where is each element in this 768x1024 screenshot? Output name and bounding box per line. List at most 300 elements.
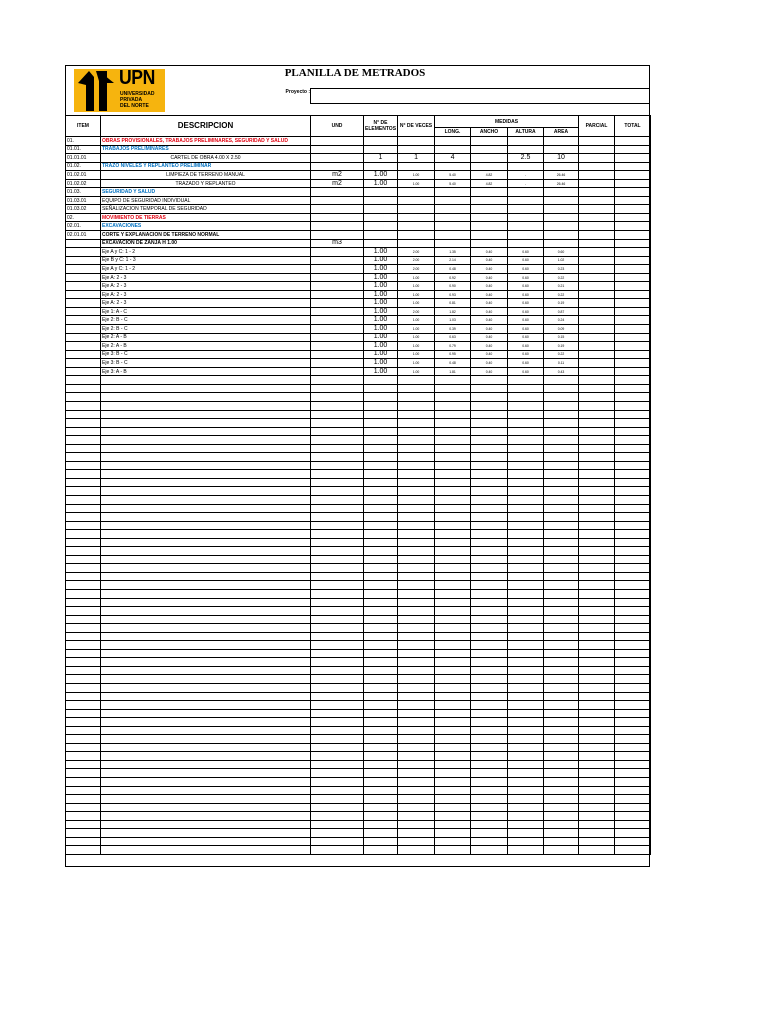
elements-cell	[364, 632, 398, 641]
partial-cell	[579, 307, 615, 316]
times-cell	[398, 769, 435, 778]
partial-cell	[579, 248, 615, 257]
elements-cell	[364, 393, 398, 402]
times-cell	[398, 752, 435, 761]
length-cell	[435, 239, 471, 248]
partial-cell	[579, 137, 615, 146]
table-row	[66, 495, 651, 504]
length-cell	[435, 598, 471, 607]
partial-cell	[579, 692, 615, 701]
project-field[interactable]	[310, 88, 650, 104]
times-cell	[398, 760, 435, 769]
height-cell	[508, 735, 544, 744]
width-cell	[471, 547, 508, 556]
description-cell	[101, 752, 311, 761]
times-cell	[398, 709, 435, 718]
length-cell: 4	[435, 154, 471, 163]
area-cell	[544, 624, 579, 633]
width-cell	[471, 154, 508, 163]
partial-cell	[579, 162, 615, 171]
width-cell	[471, 572, 508, 581]
total-cell	[615, 444, 651, 453]
width-cell	[471, 820, 508, 829]
partial-cell	[579, 171, 615, 180]
width-cell	[471, 735, 508, 744]
partial-cell	[579, 666, 615, 675]
description-cell	[101, 658, 311, 667]
width-cell: 0.40	[471, 307, 508, 316]
width-cell	[471, 205, 508, 214]
width-cell	[471, 478, 508, 487]
length-cell	[435, 701, 471, 710]
elements-cell	[364, 401, 398, 410]
item-cell	[66, 820, 101, 829]
elements-cell	[364, 718, 398, 727]
height-cell: 0.60	[508, 325, 544, 334]
area-cell	[544, 547, 579, 556]
total-cell	[615, 231, 651, 240]
unit-cell	[311, 325, 364, 334]
elements-cell: 1.00	[364, 359, 398, 368]
partial-cell	[579, 325, 615, 334]
description-cell	[101, 649, 311, 658]
elements-cell	[364, 684, 398, 693]
area-cell	[544, 692, 579, 701]
total-cell	[615, 453, 651, 462]
item-cell	[66, 504, 101, 513]
elements-cell	[364, 513, 398, 522]
height-cell	[508, 513, 544, 522]
description-cell	[101, 675, 311, 684]
item-cell	[66, 265, 101, 274]
height-cell	[508, 495, 544, 504]
description-cell: CARTEL DE OBRA 4.00 X 2.50	[101, 154, 311, 163]
length-cell: 1.82	[435, 307, 471, 316]
area-cell	[544, 829, 579, 838]
height-cell	[508, 820, 544, 829]
elements-cell	[364, 803, 398, 812]
length-cell	[435, 846, 471, 855]
description-cell	[101, 846, 311, 855]
table-row	[66, 820, 651, 829]
width-cell	[471, 564, 508, 573]
total-cell	[615, 401, 651, 410]
elements-cell	[364, 188, 398, 197]
unit-cell: m2	[311, 179, 364, 188]
length-cell	[435, 760, 471, 769]
unit-cell	[311, 555, 364, 564]
times-cell	[398, 401, 435, 410]
width-cell	[471, 530, 508, 539]
unit-cell	[311, 718, 364, 727]
table-row	[66, 846, 651, 855]
partial-cell	[579, 820, 615, 829]
width-cell: 0.40	[471, 282, 508, 291]
unit-cell	[311, 692, 364, 701]
table-row	[66, 282, 651, 291]
elements-cell	[364, 205, 398, 214]
item-cell: 01.03.01	[66, 196, 101, 205]
length-cell	[435, 837, 471, 846]
length-cell	[435, 752, 471, 761]
item-cell	[66, 837, 101, 846]
times-cell	[398, 538, 435, 547]
unit-cell	[311, 624, 364, 633]
item-cell	[66, 547, 101, 556]
times-cell	[398, 718, 435, 727]
unit-cell	[311, 778, 364, 787]
table-row	[66, 427, 651, 436]
unit-cell	[311, 649, 364, 658]
table-row	[66, 530, 651, 539]
area-cell	[544, 427, 579, 436]
elements-cell	[364, 795, 398, 804]
area-cell	[544, 231, 579, 240]
upn-arrow-icon	[74, 69, 118, 112]
area-cell	[544, 778, 579, 787]
description-cell	[101, 444, 311, 453]
height-cell	[508, 649, 544, 658]
height-cell	[508, 137, 544, 146]
height-cell: 0.60	[508, 282, 544, 291]
length-cell	[435, 384, 471, 393]
unit-cell	[311, 607, 364, 616]
partial-cell	[579, 538, 615, 547]
item-cell	[66, 333, 101, 342]
times-cell	[398, 649, 435, 658]
table-row	[66, 231, 651, 240]
partial-cell	[579, 615, 615, 624]
elements-cell	[364, 231, 398, 240]
total-cell	[615, 581, 651, 590]
height-cell	[508, 205, 544, 214]
area-cell	[544, 401, 579, 410]
length-cell	[435, 820, 471, 829]
total-cell	[615, 179, 651, 188]
item-cell	[66, 846, 101, 855]
area-cell: 0.24	[544, 316, 579, 325]
description-cell	[101, 701, 311, 710]
length-cell	[435, 188, 471, 197]
unit-cell	[311, 658, 364, 667]
table-row	[66, 803, 651, 812]
length-cell	[435, 555, 471, 564]
description-cell	[101, 778, 311, 787]
total-cell	[615, 205, 651, 214]
elements-cell	[364, 769, 398, 778]
times-cell	[398, 598, 435, 607]
area-cell	[544, 188, 579, 197]
partial-cell	[579, 273, 615, 282]
description-cell: Eje 3: A - B	[101, 367, 311, 376]
area-cell	[544, 812, 579, 821]
description-cell	[101, 530, 311, 539]
unit-cell	[311, 188, 364, 197]
table-row	[66, 461, 651, 470]
total-cell	[615, 162, 651, 171]
height-cell	[508, 743, 544, 752]
item-cell	[66, 803, 101, 812]
width-cell	[471, 760, 508, 769]
times-cell: 1.00	[398, 273, 435, 282]
total-cell	[615, 436, 651, 445]
table-row	[66, 743, 651, 752]
item-cell	[66, 624, 101, 633]
elements-cell	[364, 701, 398, 710]
item-cell: 01.	[66, 137, 101, 146]
partial-cell	[579, 453, 615, 462]
total-cell	[615, 256, 651, 265]
table-row	[66, 137, 651, 146]
total-cell	[615, 589, 651, 598]
total-cell	[615, 726, 651, 735]
partial-cell	[579, 427, 615, 436]
unit-cell	[311, 299, 364, 308]
unit-cell	[311, 564, 364, 573]
area-cell	[544, 803, 579, 812]
item-cell: 01.01.	[66, 145, 101, 154]
area-cell	[544, 726, 579, 735]
item-cell	[66, 239, 101, 248]
elements-cell	[364, 521, 398, 530]
height-cell: 0.60	[508, 265, 544, 274]
item-cell	[66, 829, 101, 838]
elements-cell	[364, 239, 398, 248]
item-cell	[66, 589, 101, 598]
area-cell	[544, 684, 579, 693]
partial-cell	[579, 846, 615, 855]
length-cell: 5.40	[435, 179, 471, 188]
unit-cell	[311, 726, 364, 735]
table-row	[66, 419, 651, 428]
times-cell	[398, 726, 435, 735]
length-cell: 0.48	[435, 359, 471, 368]
item-cell	[66, 256, 101, 265]
table-row	[66, 410, 651, 419]
width-cell	[471, 231, 508, 240]
item-cell	[66, 658, 101, 667]
width-cell	[471, 718, 508, 727]
table-row	[66, 290, 651, 299]
length-cell	[435, 410, 471, 419]
item-cell	[66, 743, 101, 752]
times-cell	[398, 436, 435, 445]
item-cell	[66, 607, 101, 616]
total-cell	[615, 718, 651, 727]
partial-cell	[579, 803, 615, 812]
elements-cell	[364, 615, 398, 624]
times-cell	[398, 145, 435, 154]
partial-cell	[579, 649, 615, 658]
unit-cell	[311, 273, 364, 282]
width-cell	[471, 487, 508, 496]
item-cell	[66, 538, 101, 547]
width-cell: 0.40	[471, 316, 508, 325]
length-cell	[435, 222, 471, 231]
area-cell	[544, 572, 579, 581]
description-cell	[101, 743, 311, 752]
times-cell	[398, 530, 435, 539]
table-row	[66, 316, 651, 325]
width-cell	[471, 196, 508, 205]
total-cell	[615, 145, 651, 154]
height-cell	[508, 453, 544, 462]
area-cell	[544, 760, 579, 769]
elements-cell	[364, 666, 398, 675]
description-cell	[101, 624, 311, 633]
width-cell: 0.40	[471, 290, 508, 299]
width-cell	[471, 743, 508, 752]
unit-cell	[311, 547, 364, 556]
total-cell	[615, 410, 651, 419]
partial-cell	[579, 624, 615, 633]
area-cell	[544, 641, 579, 650]
area-cell	[544, 393, 579, 402]
partial-cell	[579, 829, 615, 838]
area-cell	[544, 589, 579, 598]
item-cell	[66, 461, 101, 470]
times-cell	[398, 641, 435, 650]
unit-cell	[311, 444, 364, 453]
total-cell	[615, 248, 651, 257]
length-cell	[435, 607, 471, 616]
height-cell	[508, 589, 544, 598]
partial-cell	[579, 684, 615, 693]
total-cell	[615, 735, 651, 744]
elements-cell	[364, 726, 398, 735]
times-cell	[398, 846, 435, 855]
elements-cell: 1.00	[364, 316, 398, 325]
height-cell	[508, 530, 544, 539]
times-cell	[398, 692, 435, 701]
total-cell	[615, 307, 651, 316]
item-cell	[66, 598, 101, 607]
height-cell	[508, 239, 544, 248]
width-cell	[471, 598, 508, 607]
unit-cell	[311, 743, 364, 752]
elements-cell	[364, 487, 398, 496]
partial-cell	[579, 154, 615, 163]
elements-cell	[364, 530, 398, 539]
description-cell	[101, 376, 311, 385]
elements-cell: 1.00	[364, 307, 398, 316]
partial-cell	[579, 521, 615, 530]
table-row	[66, 538, 651, 547]
table-row	[66, 196, 651, 205]
description-cell	[101, 607, 311, 616]
unit-cell	[311, 248, 364, 257]
width-cell	[471, 393, 508, 402]
description-cell	[101, 419, 311, 428]
area-cell	[544, 487, 579, 496]
total-cell	[615, 265, 651, 274]
area-cell	[544, 658, 579, 667]
area-cell	[544, 649, 579, 658]
partial-cell	[579, 410, 615, 419]
partial-cell	[579, 179, 615, 188]
times-cell	[398, 632, 435, 641]
area-cell	[544, 607, 579, 616]
unit-cell	[311, 401, 364, 410]
length-cell	[435, 495, 471, 504]
item-cell	[66, 735, 101, 744]
unit-cell	[311, 265, 364, 274]
upn-logo	[74, 69, 165, 112]
partial-cell	[579, 786, 615, 795]
table-row	[66, 607, 651, 616]
width-cell	[471, 726, 508, 735]
partial-cell	[579, 504, 615, 513]
area-cell	[544, 564, 579, 573]
description-cell	[101, 760, 311, 769]
project-label: Proyecto :	[285, 89, 310, 95]
partial-cell	[579, 701, 615, 710]
total-cell	[615, 778, 651, 787]
table-row	[66, 701, 651, 710]
elements-cell: 1.00	[364, 256, 398, 265]
width-cell: 0.40	[471, 359, 508, 368]
logo-wordmark: UPN	[119, 67, 155, 89]
area-cell	[544, 239, 579, 248]
area-cell	[544, 145, 579, 154]
partial-cell	[579, 393, 615, 402]
height-cell	[508, 701, 544, 710]
length-cell	[435, 436, 471, 445]
length-cell	[435, 401, 471, 410]
elements-cell	[364, 384, 398, 393]
height-cell	[508, 419, 544, 428]
height-cell	[508, 624, 544, 633]
elements-cell	[364, 461, 398, 470]
total-cell	[615, 359, 651, 368]
width-cell	[471, 837, 508, 846]
elements-cell	[364, 555, 398, 564]
item-cell	[66, 367, 101, 376]
length-cell	[435, 829, 471, 838]
area-cell	[544, 470, 579, 479]
width-cell: 0.40	[471, 248, 508, 257]
width-cell	[471, 555, 508, 564]
length-cell	[435, 718, 471, 727]
table-row	[66, 350, 651, 359]
height-cell	[508, 188, 544, 197]
table-row	[66, 299, 651, 308]
table-row	[66, 367, 651, 376]
area-cell: 26.46	[544, 171, 579, 180]
times-cell	[398, 376, 435, 385]
partial-cell	[579, 222, 615, 231]
area-cell: 0.19	[544, 342, 579, 351]
height-cell	[508, 555, 544, 564]
table-row	[66, 666, 651, 675]
total-cell	[615, 615, 651, 624]
area-cell	[544, 743, 579, 752]
table-row	[66, 675, 651, 684]
total-cell	[615, 521, 651, 530]
description-cell: Eje A: 2 - 3	[101, 282, 311, 291]
item-cell	[66, 649, 101, 658]
times-cell	[398, 478, 435, 487]
length-cell	[435, 444, 471, 453]
table-row	[66, 598, 651, 607]
elements-cell	[364, 624, 398, 633]
table-row	[66, 376, 651, 385]
height-cell	[508, 795, 544, 804]
table-row	[66, 213, 651, 222]
length-cell	[435, 589, 471, 598]
description-cell	[101, 692, 311, 701]
height-cell	[508, 538, 544, 547]
